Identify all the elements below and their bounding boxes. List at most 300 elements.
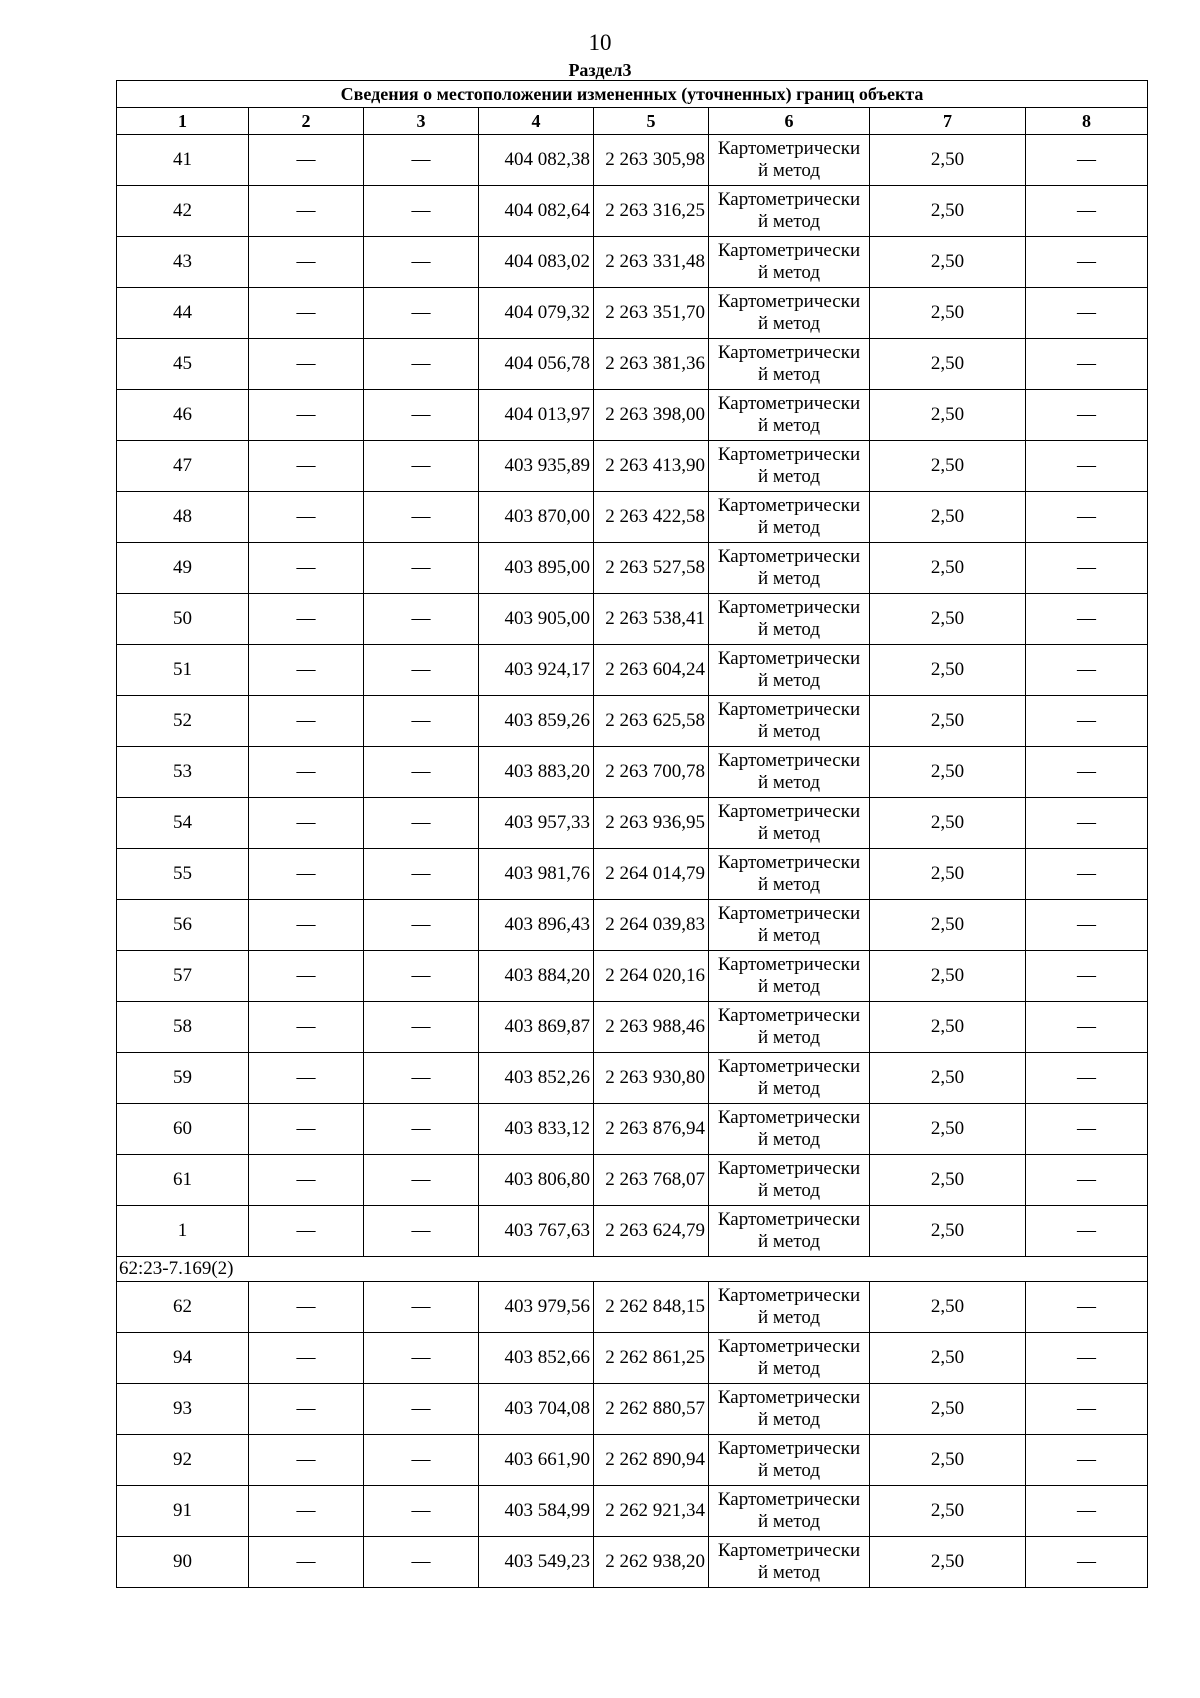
column-header: 7 xyxy=(870,108,1026,135)
method-line: й метод xyxy=(757,823,821,844)
method-line: й метод xyxy=(757,874,821,895)
column-header: 6 xyxy=(709,108,870,135)
coord-x: 404 083,02 xyxy=(479,237,594,288)
coord-y: 2 263 422,58 xyxy=(594,492,709,543)
method-line: й метод xyxy=(757,262,821,283)
point-number: 46 xyxy=(117,390,249,441)
table-row xyxy=(117,951,1148,1002)
method-cell xyxy=(709,1435,870,1486)
method-line: й метод xyxy=(757,619,821,640)
method-line: Картометрически xyxy=(717,1056,861,1077)
point-number: 54 xyxy=(117,798,249,849)
coord-x: 403 924,17 xyxy=(479,645,594,696)
method-line: Картометрически xyxy=(717,240,861,261)
method-line: й метод xyxy=(757,976,821,997)
dash-cell: — xyxy=(249,951,364,1002)
method-cell xyxy=(709,1333,870,1384)
dash-cell: — xyxy=(364,237,479,288)
dash-cell: — xyxy=(1026,1537,1148,1588)
column-header: 2 xyxy=(249,108,364,135)
dash-cell: — xyxy=(1026,441,1148,492)
method-cell xyxy=(709,1206,870,1257)
point-number: 49 xyxy=(117,543,249,594)
precision-cell: 2,50 xyxy=(870,237,1026,288)
dash-cell: — xyxy=(364,339,479,390)
dash-cell: — xyxy=(1026,1282,1148,1333)
coord-y: 2 263 305,98 xyxy=(594,135,709,186)
dash-cell: — xyxy=(364,696,479,747)
dash-cell: — xyxy=(249,492,364,543)
point-number: 62 xyxy=(117,1282,249,1333)
coord-x: 403 704,08 xyxy=(479,1384,594,1435)
table-row xyxy=(117,543,1148,594)
method-line: Картометрически xyxy=(717,495,861,516)
dash-cell: — xyxy=(364,1155,479,1206)
dash-cell: — xyxy=(249,1435,364,1486)
dash-cell: — xyxy=(364,1104,479,1155)
coord-y: 2 262 848,15 xyxy=(594,1282,709,1333)
dash-cell: — xyxy=(249,849,364,900)
method-line: Картометрически xyxy=(717,546,861,567)
coord-y: 2 263 624,79 xyxy=(594,1206,709,1257)
method-line: Картометрически xyxy=(717,1387,861,1408)
table-row xyxy=(117,186,1148,237)
table-caption-row xyxy=(117,81,1148,108)
precision-cell: 2,50 xyxy=(870,1053,1026,1104)
precision-cell: 2,50 xyxy=(870,951,1026,1002)
dash-cell: — xyxy=(1026,1333,1148,1384)
precision-cell: 2,50 xyxy=(870,288,1026,339)
method-line: й метод xyxy=(757,415,821,436)
coord-x: 404 056,78 xyxy=(479,339,594,390)
column-header: 3 xyxy=(364,108,479,135)
dash-cell: — xyxy=(249,696,364,747)
method-line: Картометрически xyxy=(717,1285,861,1306)
dash-cell: — xyxy=(249,1104,364,1155)
method-cell xyxy=(709,1104,870,1155)
precision-cell: 2,50 xyxy=(870,1155,1026,1206)
table-row xyxy=(117,645,1148,696)
coord-x: 403 767,63 xyxy=(479,1206,594,1257)
method-cell xyxy=(709,1002,870,1053)
coord-y: 2 263 316,25 xyxy=(594,186,709,237)
method-cell xyxy=(709,1053,870,1104)
method-cell xyxy=(709,1537,870,1588)
point-number: 48 xyxy=(117,492,249,543)
method-line: Картометрически xyxy=(717,1005,861,1026)
dash-cell: — xyxy=(364,1002,479,1053)
method-line: й метод xyxy=(757,772,821,793)
coord-x: 403 584,99 xyxy=(479,1486,594,1537)
method-line: Картометрически xyxy=(717,291,861,312)
dash-cell: — xyxy=(249,1155,364,1206)
point-number: 91 xyxy=(117,1486,249,1537)
coord-y: 2 263 930,80 xyxy=(594,1053,709,1104)
dash-cell: — xyxy=(364,1537,479,1588)
method-line: Картометрически xyxy=(717,1438,861,1459)
dash-cell: — xyxy=(1026,747,1148,798)
method-line: й метод xyxy=(757,1358,821,1379)
dash-cell: — xyxy=(249,441,364,492)
method-line: й метод xyxy=(757,1511,821,1532)
coord-y: 2 264 020,16 xyxy=(594,951,709,1002)
dash-cell: — xyxy=(364,900,479,951)
coord-x: 403 661,90 xyxy=(479,1435,594,1486)
coord-x: 403 806,80 xyxy=(479,1155,594,1206)
method-cell xyxy=(709,849,870,900)
table-row xyxy=(117,594,1148,645)
method-line: й метод xyxy=(757,670,821,691)
page-number: 10 xyxy=(588,30,612,55)
dash-cell: — xyxy=(249,1333,364,1384)
point-number: 45 xyxy=(117,339,249,390)
coord-y: 2 262 938,20 xyxy=(594,1537,709,1588)
method-line: й метод xyxy=(757,1307,821,1328)
dash-cell: — xyxy=(249,1282,364,1333)
method-line: Картометрически xyxy=(717,699,861,720)
dash-cell: — xyxy=(364,747,479,798)
dash-cell: — xyxy=(249,645,364,696)
dash-cell: — xyxy=(364,798,479,849)
table-row xyxy=(117,339,1148,390)
table-row xyxy=(117,1053,1148,1104)
method-line: Картометрически xyxy=(717,138,861,159)
dash-cell: — xyxy=(1026,900,1148,951)
dash-cell: — xyxy=(1026,390,1148,441)
coord-y: 2 262 861,25 xyxy=(594,1333,709,1384)
method-cell xyxy=(709,492,870,543)
dash-cell: — xyxy=(364,1282,479,1333)
precision-cell: 2,50 xyxy=(870,798,1026,849)
coord-y: 2 263 988,46 xyxy=(594,1002,709,1053)
dash-cell: — xyxy=(249,798,364,849)
coord-x: 403 870,00 xyxy=(479,492,594,543)
dash-cell: — xyxy=(249,900,364,951)
dash-cell: — xyxy=(364,594,479,645)
method-line: й метод xyxy=(757,1231,821,1252)
dash-cell: — xyxy=(249,1002,364,1053)
coord-x: 403 852,26 xyxy=(479,1053,594,1104)
method-cell xyxy=(709,390,870,441)
table-row xyxy=(117,1384,1148,1435)
method-line: й метод xyxy=(757,1180,821,1201)
dash-cell: — xyxy=(1026,594,1148,645)
method-line: й метод xyxy=(757,1409,821,1430)
precision-cell: 2,50 xyxy=(870,1206,1026,1257)
method-line: Картометрически xyxy=(717,597,861,618)
coord-y: 2 263 876,94 xyxy=(594,1104,709,1155)
coord-x: 403 896,43 xyxy=(479,900,594,951)
method-line: Картометрически xyxy=(717,852,861,873)
precision-cell: 2,50 xyxy=(870,1486,1026,1537)
precision-cell: 2,50 xyxy=(870,1537,1026,1588)
coord-x: 403 852,66 xyxy=(479,1333,594,1384)
dash-cell: — xyxy=(364,1206,479,1257)
coord-y: 2 263 331,48 xyxy=(594,237,709,288)
precision-cell: 2,50 xyxy=(870,1384,1026,1435)
precision-cell: 2,50 xyxy=(870,1104,1026,1155)
dash-cell: — xyxy=(364,441,479,492)
coord-x: 403 935,89 xyxy=(479,441,594,492)
point-number: 94 xyxy=(117,1333,249,1384)
table-row xyxy=(117,237,1148,288)
method-line: й метод xyxy=(757,1129,821,1150)
dash-cell: — xyxy=(364,1053,479,1104)
dash-cell: — xyxy=(1026,1155,1148,1206)
method-line: Картометрически xyxy=(717,648,861,669)
method-line: й метод xyxy=(757,721,821,742)
method-cell xyxy=(709,441,870,492)
point-number: 52 xyxy=(117,696,249,747)
table-row xyxy=(117,135,1148,186)
coord-y: 2 263 604,24 xyxy=(594,645,709,696)
table-row xyxy=(117,288,1148,339)
dash-cell: — xyxy=(249,1537,364,1588)
point-number: 55 xyxy=(117,849,249,900)
table-row xyxy=(117,1206,1148,1257)
dash-cell: — xyxy=(1026,1486,1148,1537)
point-number: 42 xyxy=(117,186,249,237)
point-number: 57 xyxy=(117,951,249,1002)
dash-cell: — xyxy=(249,543,364,594)
dash-cell: — xyxy=(249,135,364,186)
dash-cell: — xyxy=(249,390,364,441)
point-number: 60 xyxy=(117,1104,249,1155)
method-line: й метод xyxy=(757,517,821,538)
table-row xyxy=(117,696,1148,747)
method-line: Картометрически xyxy=(717,393,861,414)
point-number: 47 xyxy=(117,441,249,492)
dash-cell: — xyxy=(364,390,479,441)
dash-cell: — xyxy=(1026,645,1148,696)
point-number: 93 xyxy=(117,1384,249,1435)
method-cell xyxy=(709,1486,870,1537)
precision-cell: 2,50 xyxy=(870,543,1026,594)
precision-cell: 2,50 xyxy=(870,135,1026,186)
column-header: 1 xyxy=(117,108,249,135)
table-row xyxy=(117,747,1148,798)
dash-cell: — xyxy=(1026,1002,1148,1053)
point-number: 44 xyxy=(117,288,249,339)
method-line: Картометрически xyxy=(717,1209,861,1230)
dash-cell: — xyxy=(1026,1104,1148,1155)
method-cell xyxy=(709,798,870,849)
dash-cell: — xyxy=(364,1384,479,1435)
dash-cell: — xyxy=(1026,951,1148,1002)
column-header-row xyxy=(117,108,1148,135)
method-line: й метод xyxy=(757,313,821,334)
method-cell xyxy=(709,1384,870,1435)
dash-cell: — xyxy=(364,1333,479,1384)
table-row xyxy=(117,1282,1148,1333)
dash-cell: — xyxy=(364,186,479,237)
method-line: й метод xyxy=(757,160,821,181)
coord-y: 2 262 921,34 xyxy=(594,1486,709,1537)
method-cell xyxy=(709,339,870,390)
method-line: Картометрически xyxy=(717,954,861,975)
method-line: Картометрически xyxy=(717,1107,861,1128)
precision-cell: 2,50 xyxy=(870,186,1026,237)
table-row xyxy=(117,441,1148,492)
dash-cell: — xyxy=(364,849,479,900)
dash-cell: — xyxy=(249,594,364,645)
table-row xyxy=(117,798,1148,849)
method-cell xyxy=(709,747,870,798)
point-number: 92 xyxy=(117,1435,249,1486)
precision-cell: 2,50 xyxy=(870,1435,1026,1486)
precision-cell: 2,50 xyxy=(870,390,1026,441)
dash-cell: — xyxy=(364,135,479,186)
coord-y: 2 263 351,70 xyxy=(594,288,709,339)
coord-x: 403 549,23 xyxy=(479,1537,594,1588)
dash-cell: — xyxy=(1026,339,1148,390)
coord-y: 2 263 381,36 xyxy=(594,339,709,390)
dash-cell: — xyxy=(1026,237,1148,288)
dash-cell: — xyxy=(364,492,479,543)
dash-cell: — xyxy=(249,237,364,288)
table-row xyxy=(117,1435,1148,1486)
dash-cell: — xyxy=(1026,798,1148,849)
method-line: й метод xyxy=(757,568,821,589)
dash-cell: — xyxy=(249,1384,364,1435)
table-row xyxy=(117,900,1148,951)
column-header: 8 xyxy=(1026,108,1148,135)
column-header: 4 xyxy=(479,108,594,135)
group-label: 62:23-7.169(2) xyxy=(117,1257,1148,1282)
dash-cell: — xyxy=(249,186,364,237)
method-line: й метод xyxy=(757,211,821,232)
coord-x: 404 079,32 xyxy=(479,288,594,339)
table-row xyxy=(117,1104,1148,1155)
point-number: 41 xyxy=(117,135,249,186)
method-cell xyxy=(709,543,870,594)
method-line: Картометрически xyxy=(717,801,861,822)
dash-cell: — xyxy=(364,543,479,594)
precision-cell: 2,50 xyxy=(870,1002,1026,1053)
point-number: 58 xyxy=(117,1002,249,1053)
coord-x: 403 869,87 xyxy=(479,1002,594,1053)
table-caption: Сведения о местоположении измененных (уточненных) границ объекта xyxy=(117,81,1148,108)
coord-y: 2 263 625,58 xyxy=(594,696,709,747)
method-line: Картометрически xyxy=(717,1489,861,1510)
method-line: Картометрически xyxy=(717,903,861,924)
method-line: й метод xyxy=(757,1078,821,1099)
method-line: Картометрически xyxy=(717,1158,861,1179)
dash-cell: — xyxy=(1026,1206,1148,1257)
precision-cell: 2,50 xyxy=(870,339,1026,390)
coord-x: 404 082,64 xyxy=(479,186,594,237)
precision-cell: 2,50 xyxy=(870,594,1026,645)
point-number: 53 xyxy=(117,747,249,798)
method-line: Картометрически xyxy=(717,1336,861,1357)
dash-cell: — xyxy=(1026,186,1148,237)
point-number: 51 xyxy=(117,645,249,696)
dash-cell: — xyxy=(249,1206,364,1257)
method-line: Картометрически xyxy=(717,189,861,210)
coord-y: 2 264 039,83 xyxy=(594,900,709,951)
method-line: Картометрически xyxy=(717,1540,861,1561)
dash-cell: — xyxy=(1026,696,1148,747)
dash-cell: — xyxy=(1026,543,1148,594)
dash-cell: — xyxy=(249,339,364,390)
dash-cell: — xyxy=(364,951,479,1002)
point-number: 1 xyxy=(117,1206,249,1257)
coord-y: 2 263 538,41 xyxy=(594,594,709,645)
point-number: 59 xyxy=(117,1053,249,1104)
method-cell xyxy=(709,135,870,186)
precision-cell: 2,50 xyxy=(870,696,1026,747)
table-row xyxy=(117,1537,1148,1588)
column-header: 5 xyxy=(594,108,709,135)
method-cell xyxy=(709,696,870,747)
point-number: 50 xyxy=(117,594,249,645)
dash-cell: — xyxy=(364,1435,479,1486)
dash-cell: — xyxy=(364,1486,479,1537)
method-line: й метод xyxy=(757,466,821,487)
table-row xyxy=(117,1155,1148,1206)
dash-cell: — xyxy=(364,288,479,339)
coord-y: 2 262 890,94 xyxy=(594,1435,709,1486)
dash-cell: — xyxy=(249,1486,364,1537)
method-line: й метод xyxy=(757,925,821,946)
method-line: Картометрически xyxy=(717,342,861,363)
group-label-row xyxy=(117,1257,1148,1282)
method-cell xyxy=(709,288,870,339)
dash-cell: — xyxy=(249,1053,364,1104)
dash-cell: — xyxy=(364,645,479,696)
precision-cell: 2,50 xyxy=(870,849,1026,900)
coord-y: 2 263 413,90 xyxy=(594,441,709,492)
dash-cell: — xyxy=(1026,135,1148,186)
coord-y: 2 263 768,07 xyxy=(594,1155,709,1206)
coord-y: 2 262 880,57 xyxy=(594,1384,709,1435)
method-cell xyxy=(709,900,870,951)
precision-cell: 2,50 xyxy=(870,1282,1026,1333)
method-cell xyxy=(709,237,870,288)
precision-cell: 2,50 xyxy=(870,492,1026,543)
coord-x: 404 013,97 xyxy=(479,390,594,441)
table-row xyxy=(117,1486,1148,1537)
point-number: 90 xyxy=(117,1537,249,1588)
coord-x: 403 833,12 xyxy=(479,1104,594,1155)
coord-x: 404 082,38 xyxy=(479,135,594,186)
precision-cell: 2,50 xyxy=(870,747,1026,798)
coord-y: 2 263 398,00 xyxy=(594,390,709,441)
table-row xyxy=(117,849,1148,900)
precision-cell: 2,50 xyxy=(870,1333,1026,1384)
coord-x: 403 895,00 xyxy=(479,543,594,594)
method-line: Картометрически xyxy=(717,444,861,465)
table-row xyxy=(117,1002,1148,1053)
coord-y: 2 263 936,95 xyxy=(594,798,709,849)
coord-y: 2 263 527,58 xyxy=(594,543,709,594)
table-row xyxy=(117,1333,1148,1384)
method-cell xyxy=(709,594,870,645)
method-cell xyxy=(709,1155,870,1206)
coord-x: 403 957,33 xyxy=(479,798,594,849)
dash-cell: — xyxy=(1026,1053,1148,1104)
coord-x: 403 979,56 xyxy=(479,1282,594,1333)
method-line: й метод xyxy=(757,1562,821,1583)
method-line: й метод xyxy=(757,1027,821,1048)
precision-cell: 2,50 xyxy=(870,441,1026,492)
method-line: й метод xyxy=(757,364,821,385)
dash-cell: — xyxy=(1026,849,1148,900)
method-cell xyxy=(709,951,870,1002)
dash-cell: — xyxy=(1026,288,1148,339)
dash-cell: — xyxy=(249,747,364,798)
precision-cell: 2,50 xyxy=(870,645,1026,696)
